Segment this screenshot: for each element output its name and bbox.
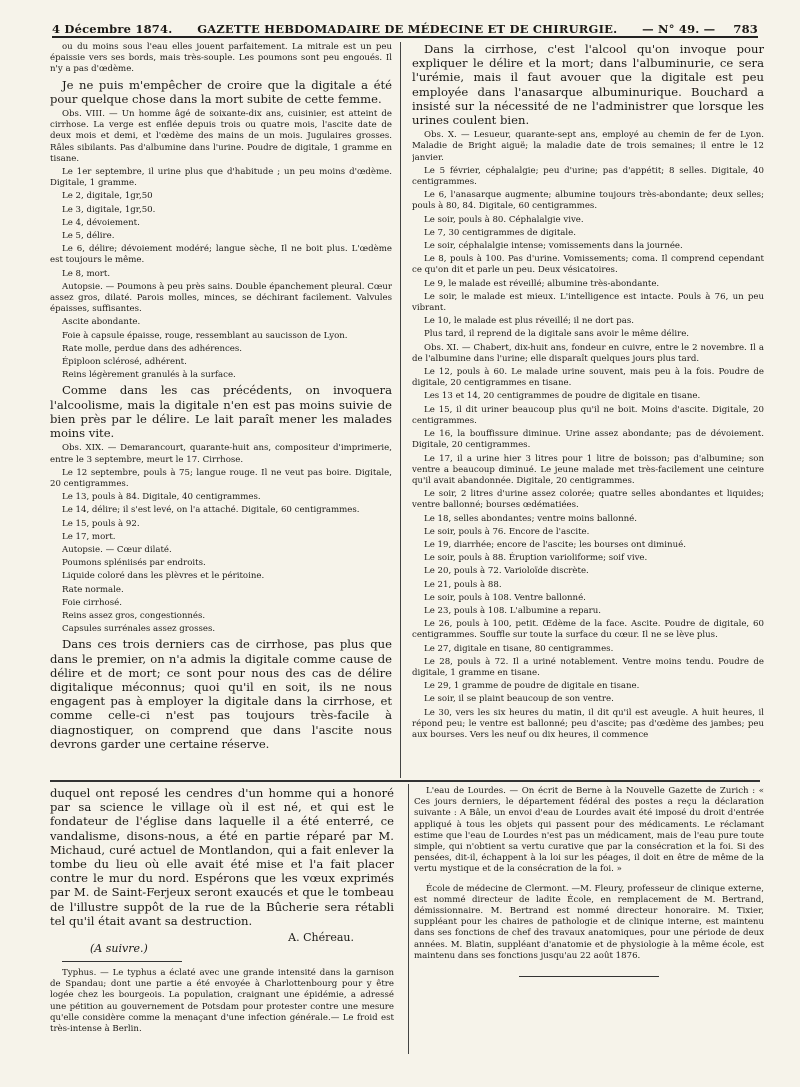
right-column-paragraph: Le soir, le malade est mieux. L'intelligence est intacte. Pouls à 76, un peu vibrant. (412, 291, 764, 314)
left-column-paragraph: Le 6, délire; dévoiement modéré; langue sèche, Il ne boit plus. L'œdème est toujours le même. (50, 244, 392, 266)
left-column-paragraph: Rate molle, perdue dans des adhérences. (62, 343, 243, 354)
right-column-paragraph: Le soir, pouls à 80. Céphalalgie vive. (424, 214, 584, 225)
right-column-paragraph: Le 8, pouls à 100. Pas d'urine. Vomissements; coma. Il comprend cependant ce qu'on dit et parle un peu. Deux vésicatoires. (412, 254, 764, 276)
left-column-paragraph: Autopsie. — Poumons à peu près sains. Double épanchement pleural. Cœur assez gros, dilaté. Parois molles, minces, se déchirant facilement. Valvules épaisses, suffisantes. (50, 281, 392, 315)
left-column-paragraph: Foie cirrhosé. (62, 597, 122, 608)
lourdes-note: L'eau de Lourdes. — On écrit de Berne à la Nouvelle Gazette de Zurich : « Ces jours derniers, le département fédéral des postes a reçu la déclaration suivante : A Bâle, un envoi d'eau de Lourdes avait été imposé du droit d'entrée appliqué à tous les objets qui passent pour des médicaments. Le réclamant estime que l'eau de Lourdes n'est pas un médicament, mais de l'eau pure toute simple, qui n'obtient sa vertu curative que par la consécration et la foi. Si des pensées, dit-il, échappent à la loi sur les péages, il doit en être de même de la vertu mystique et de la consécration de la foi. » (414, 786, 764, 875)
left-column-paragraph: Capsules surrénales assez grosses. (62, 624, 216, 635)
right-column-paragraph: Le 7, 30 centigrammes de digitale. (424, 227, 576, 238)
right-column-paragraph: Les 13 et 14, 20 centigrammes de poudre de digitale en tisane. (424, 391, 701, 402)
left-column-paragraph: Reins assez gros, congestionnés. (62, 610, 206, 621)
left-column-paragraph: Le 1er septembre, il urine plus que d'habitude ; un peu moins d'œdème. Digitale, 1 gramme. (50, 167, 392, 189)
left-column-paragraph: Obs. XIX. — Demarancourt, quarante-huit ans, compositeur d'imprimerie, entre le 3 septembre, meurt le 17. Cirrhose. (50, 443, 392, 465)
left-column-paragraph: Obs. VIII. — Un homme âgé de soixante-dix ans, cuisinier, est atteint de cirrhose. La verge est enflée depuis trois ou quatre mois, l'ascite date de deux mois et demi, et l'œdème des mains de un mois. Jugulaires grosses. Râles sibilants. Pas d'albumine dans l'urine. Poudre de digitale, 1 gramme en tisane. (50, 109, 392, 164)
ecole-note: École de médecine de Clermont. —M. Fleury, professeur de clinique externe, est nommé directeur de ladite École, en remplacement de M. Bertrand, démissionnaire. M. Bertrand est nommé directeur honoraire. M. Tixier, suppléant pour les chaires de pathologie et de clinique interne, est maintenu dans ses fonctions de chef des travaux anatomiques, pour une période de deux années. M. Blatin, suppléant d'anatomie et de physiologie à la même école, est maintenu dans ses fonctions jusqu'au 22 août 1876. (414, 883, 764, 961)
right-column-paragraph: Le 10, le malade est plus réveillé; il ne dort pas. (424, 316, 634, 327)
left-column-paragraph: Le 12 septembre, pouls à 75; langue rouge. Il ne veut pas boire. Digitale, 20 centigrammes. (50, 467, 392, 489)
bottom-divider (408, 784, 409, 1054)
left-column-paragraph: Le 13, pouls à 84. Digitale, 40 centigrammes. (62, 492, 261, 503)
feuilleton-text: duquel ont reposé les cendres d'un homme qui a honoré par sa science le village où il est né, et qui est le fondateur de l'église dans laquelle il a été enterré, ce vandalisme, disons-nous, a été en partie réparé par M. Michaud, curé actuel de Montlandon, qui a fait enlever la tombe du lieu où elle avait été mise et l'a fait placer contre le mur du nord. Espérons que les vœux exprimés par M. de Saint-Ferjeux seront exaucés et que le tombeau de l'illustre suppôt de la rue de la Bûcherie sera rétabli tel qu'il était avant sa destruction. (50, 786, 394, 928)
right-column-paragraph: Le soir, pouls à 88. Éruption varioliforme; soif vive. (424, 553, 648, 564)
left-column-paragraph: Liquide coloré dans les plèvres et le péritoine. (62, 571, 265, 582)
right-column-paragraph: Le 20, pouls à 72. Varioloïde discrète. (424, 566, 589, 577)
right-column-paragraph: Le soir, il se plaint beaucoup de son ventre. (424, 694, 614, 705)
right-column-paragraph: Dans la cirrhose, c'est l'alcool qu'on invoque pour expliquer le délire et la mort; dans l'albuminurie, ce sera l'urémie, mais il faut avouer que la digitale est peu employée dans l'anasarque albuminurique. Bouchard a insisté sur la nécessité de ne l'administrer que lorsque les urines coulent bien. (412, 42, 764, 128)
end-rule (519, 976, 659, 977)
column-divider (400, 42, 401, 778)
right-column-paragraph: Obs. X. — Lesueur, quarante-sept ans, employé au chemin de fer de Lyon. Maladie de Bright aiguë; la maladie date de trois semaines; il entre le 12 janvier. (412, 130, 764, 163)
right-column-paragraph: Le 16, la bouffissure diminue. Urine assez abondante; pas de dévoiement. Digitale, 20 centigrammes. (412, 429, 764, 451)
left-column-paragraph: Ascite abondante. (62, 317, 141, 328)
page-header (52, 14, 758, 38)
right-column-paragraph: Le 17, il a urine hier 3 litres pour 1 litre de boisson; pas d'albumine; son ventre a beaucoup diminué. Le jeune malade met très-facilement une ceinture qu'il avait abandonnée. Digitale, 20 centigrammes. (412, 453, 764, 486)
left-column-paragraph: Poumons spléniisés par endroits. (62, 558, 206, 569)
left-column-paragraph: Je ne puis m'empêcher de croire que la digitale a été pour quelque chose dans la mort subite de cette femme. (50, 77, 392, 106)
header-title: GAZETTE HEBDOMADAIRE DE MÉDECINE ET DE CHIRURGIE. (197, 22, 618, 36)
right-column-paragraph: Le 15, il dit uriner beaucoup plus qu'il ne boit. Moins d'ascite. Digitale, 20 centigrammes. (412, 404, 764, 426)
right-column-paragraph: Le 6, l'anasarque augmente; albumine toujours très-abondante; deux selles; pouls à 80, 84. Digitale, 60 centigrammes. (412, 190, 764, 212)
left-column-paragraph: Le 4, dévoiement. (62, 217, 140, 228)
header-number: — N° 49. — (642, 22, 716, 36)
right-column (412, 42, 764, 778)
left-column-paragraph: Foie à capsule épaisse, rouge, ressemblant au saucisson de Lyon. (62, 330, 348, 341)
right-column-paragraph: Le 26, pouls à 100, petit. Œdème de la face. Ascite. Poudre de digitale, 60 centigrammes. Souffle sur toute la surface du cœur. Il ne se lève plus. (412, 619, 764, 641)
a-suivre: (A suivre.) (90, 942, 148, 956)
right-column-paragraph: Le 29, 1 gramme de poudre de digitale en tisane. (424, 681, 640, 692)
left-column-paragraph: Le 15, pouls à 92. (62, 518, 140, 529)
section-divider (50, 780, 760, 782)
right-column-paragraph: Le 12, pouls à 60. Le malade urine souvent, mais peu à la fois. Poudre de digitale, 20 centigrammes en tisane. (412, 367, 764, 389)
right-column-paragraph: Le soir, pouls à 108. Ventre ballonné. (424, 592, 586, 603)
left-column-paragraph: Le 14, délire; il s'est levé, on l'a attaché. Digitale, 60 centigrammes. (62, 505, 360, 516)
right-column-paragraph: Plus tard, il reprend de la digitale sans avoir le même délire. (424, 329, 690, 340)
right-column-paragraph: Obs. XI. — Chabert, dix-huit ans, fondeur en cuivre, entre le 2 novembre. Il a de l'albumine dans l'urine; elle disparaît quelques jours plus tard. (412, 342, 764, 364)
bottom-right-section (414, 786, 764, 1076)
right-column-paragraph: Le soir, pouls à 76. Encore de l'ascite. (424, 526, 590, 537)
left-column-paragraph: Le 2, digitale, 1gr,50 (62, 191, 153, 202)
right-column-paragraph: Le 18, selles abondantes; ventre moins ballonné. (424, 513, 637, 524)
header-date: 4 Décembre 1874. (52, 22, 173, 36)
signature: A. Chéreau. (288, 931, 354, 945)
left-column (50, 42, 392, 778)
left-column-paragraph: ou du moins sous l'eau elles jouent parfaitement. La mitrale est un peu épaissie vers ses bords, mais très-souple. Les poumons sont peu engoués. Il n'y a pas d'œdème. (50, 42, 392, 75)
left-column-paragraph: Dans ces trois derniers cas de cirrhose, pas plus que dans le premier, on n'a admis la digitale comme cause de délire et de mort; ce sont pour nous des cas de délire digitalique méconnus; quoi qu'il en soit, ils ne nous engagent pas à employer la digitale dans la cirrhose, et comme celle-ci n'est pas toujours très-facile à diagnostiquer, on comprend que dans l'ascite nous devrons garder une certaine réserve. (50, 637, 392, 751)
left-column-paragraph: Reins légèrement granulés à la surface. (62, 370, 236, 381)
right-column-paragraph: Le 9, le malade est réveillé; albumine très-abondante. (424, 278, 660, 289)
right-column-paragraph: Le soir, céphalalgie intense; vomissements dans la journée. (424, 241, 683, 252)
right-column-paragraph: Le soir, 2 litres d'urine assez colorée; quatre selles abondantes et liquides; ventre ballonné; bourses œdématiées. (412, 489, 764, 511)
right-column-paragraph: Le 27, digitale en tisane, 80 centigrammes. (424, 643, 614, 654)
right-column-paragraph: Le 23, pouls à 108. L'albumine a reparu. (424, 605, 602, 616)
left-column-paragraph: Le 3, digitale, 1gr,50. (62, 204, 156, 215)
right-column-paragraph: Le 21, pouls à 88. (424, 579, 502, 590)
right-column-paragraph: Le 28, pouls à 72. Il a uriné notablement. Ventre moins tendu. Poudre de digitale, 1 gramme en tisane. (412, 656, 764, 678)
right-column-paragraph: Le 30, vers les six heures du matin, il dit qu'il est aveugle. A huit heures, il répond peu; le ventre est ballonné; peu d'ascite; pas d'œdème des jambes; peu aux bourses. Vers les neuf ou dix heures, il commence (412, 707, 764, 740)
left-column-paragraph: Épiploon sclérosé, adhérent. (62, 357, 187, 368)
left-column-paragraph: Le 8, mort. (62, 268, 111, 279)
left-column-paragraph: Comme dans les cas précédents, on invoquera l'alcoolisme, mais la digitale n'en est pas moins suivie de bien près par le délire. Le lait paraît mener les malades moins vite. (50, 383, 392, 441)
left-column-paragraph: Le 17, mort. (62, 531, 116, 542)
header-page: 783 (733, 22, 758, 36)
bottom-left-section (50, 786, 394, 1066)
left-column-paragraph: Le 5, délire. (62, 231, 115, 242)
footnote-rule (62, 961, 182, 962)
left-column-paragraph: Rate normale. (62, 584, 124, 595)
typhus-note: Typhus. — Le typhus a éclaté avec une grande intensité dans la garnison de Spandau; dont une partie a été envoyée à Charlottenbourg pour y être logée chez les bourgeois. La population, craignant une épidémie, a adressé une pétition au gouvernement de Potsdam pour protester contre une mesure qu'elle considère comme la menaçant d'une infection générale.— Le froid est très-intense à Berlin. (50, 968, 394, 1035)
right-column-paragraph: Le 5 février, céphalalgie; peu d'urine; pas d'appétit; 8 selles. Digitale, 40 centigrammes. (412, 165, 764, 188)
left-column-paragraph: Autopsie. — Cœur dilaté. (62, 544, 172, 555)
right-column-paragraph: Le 19, diarrhée; encore de l'ascite; les bourses ont diminué. (424, 539, 686, 550)
